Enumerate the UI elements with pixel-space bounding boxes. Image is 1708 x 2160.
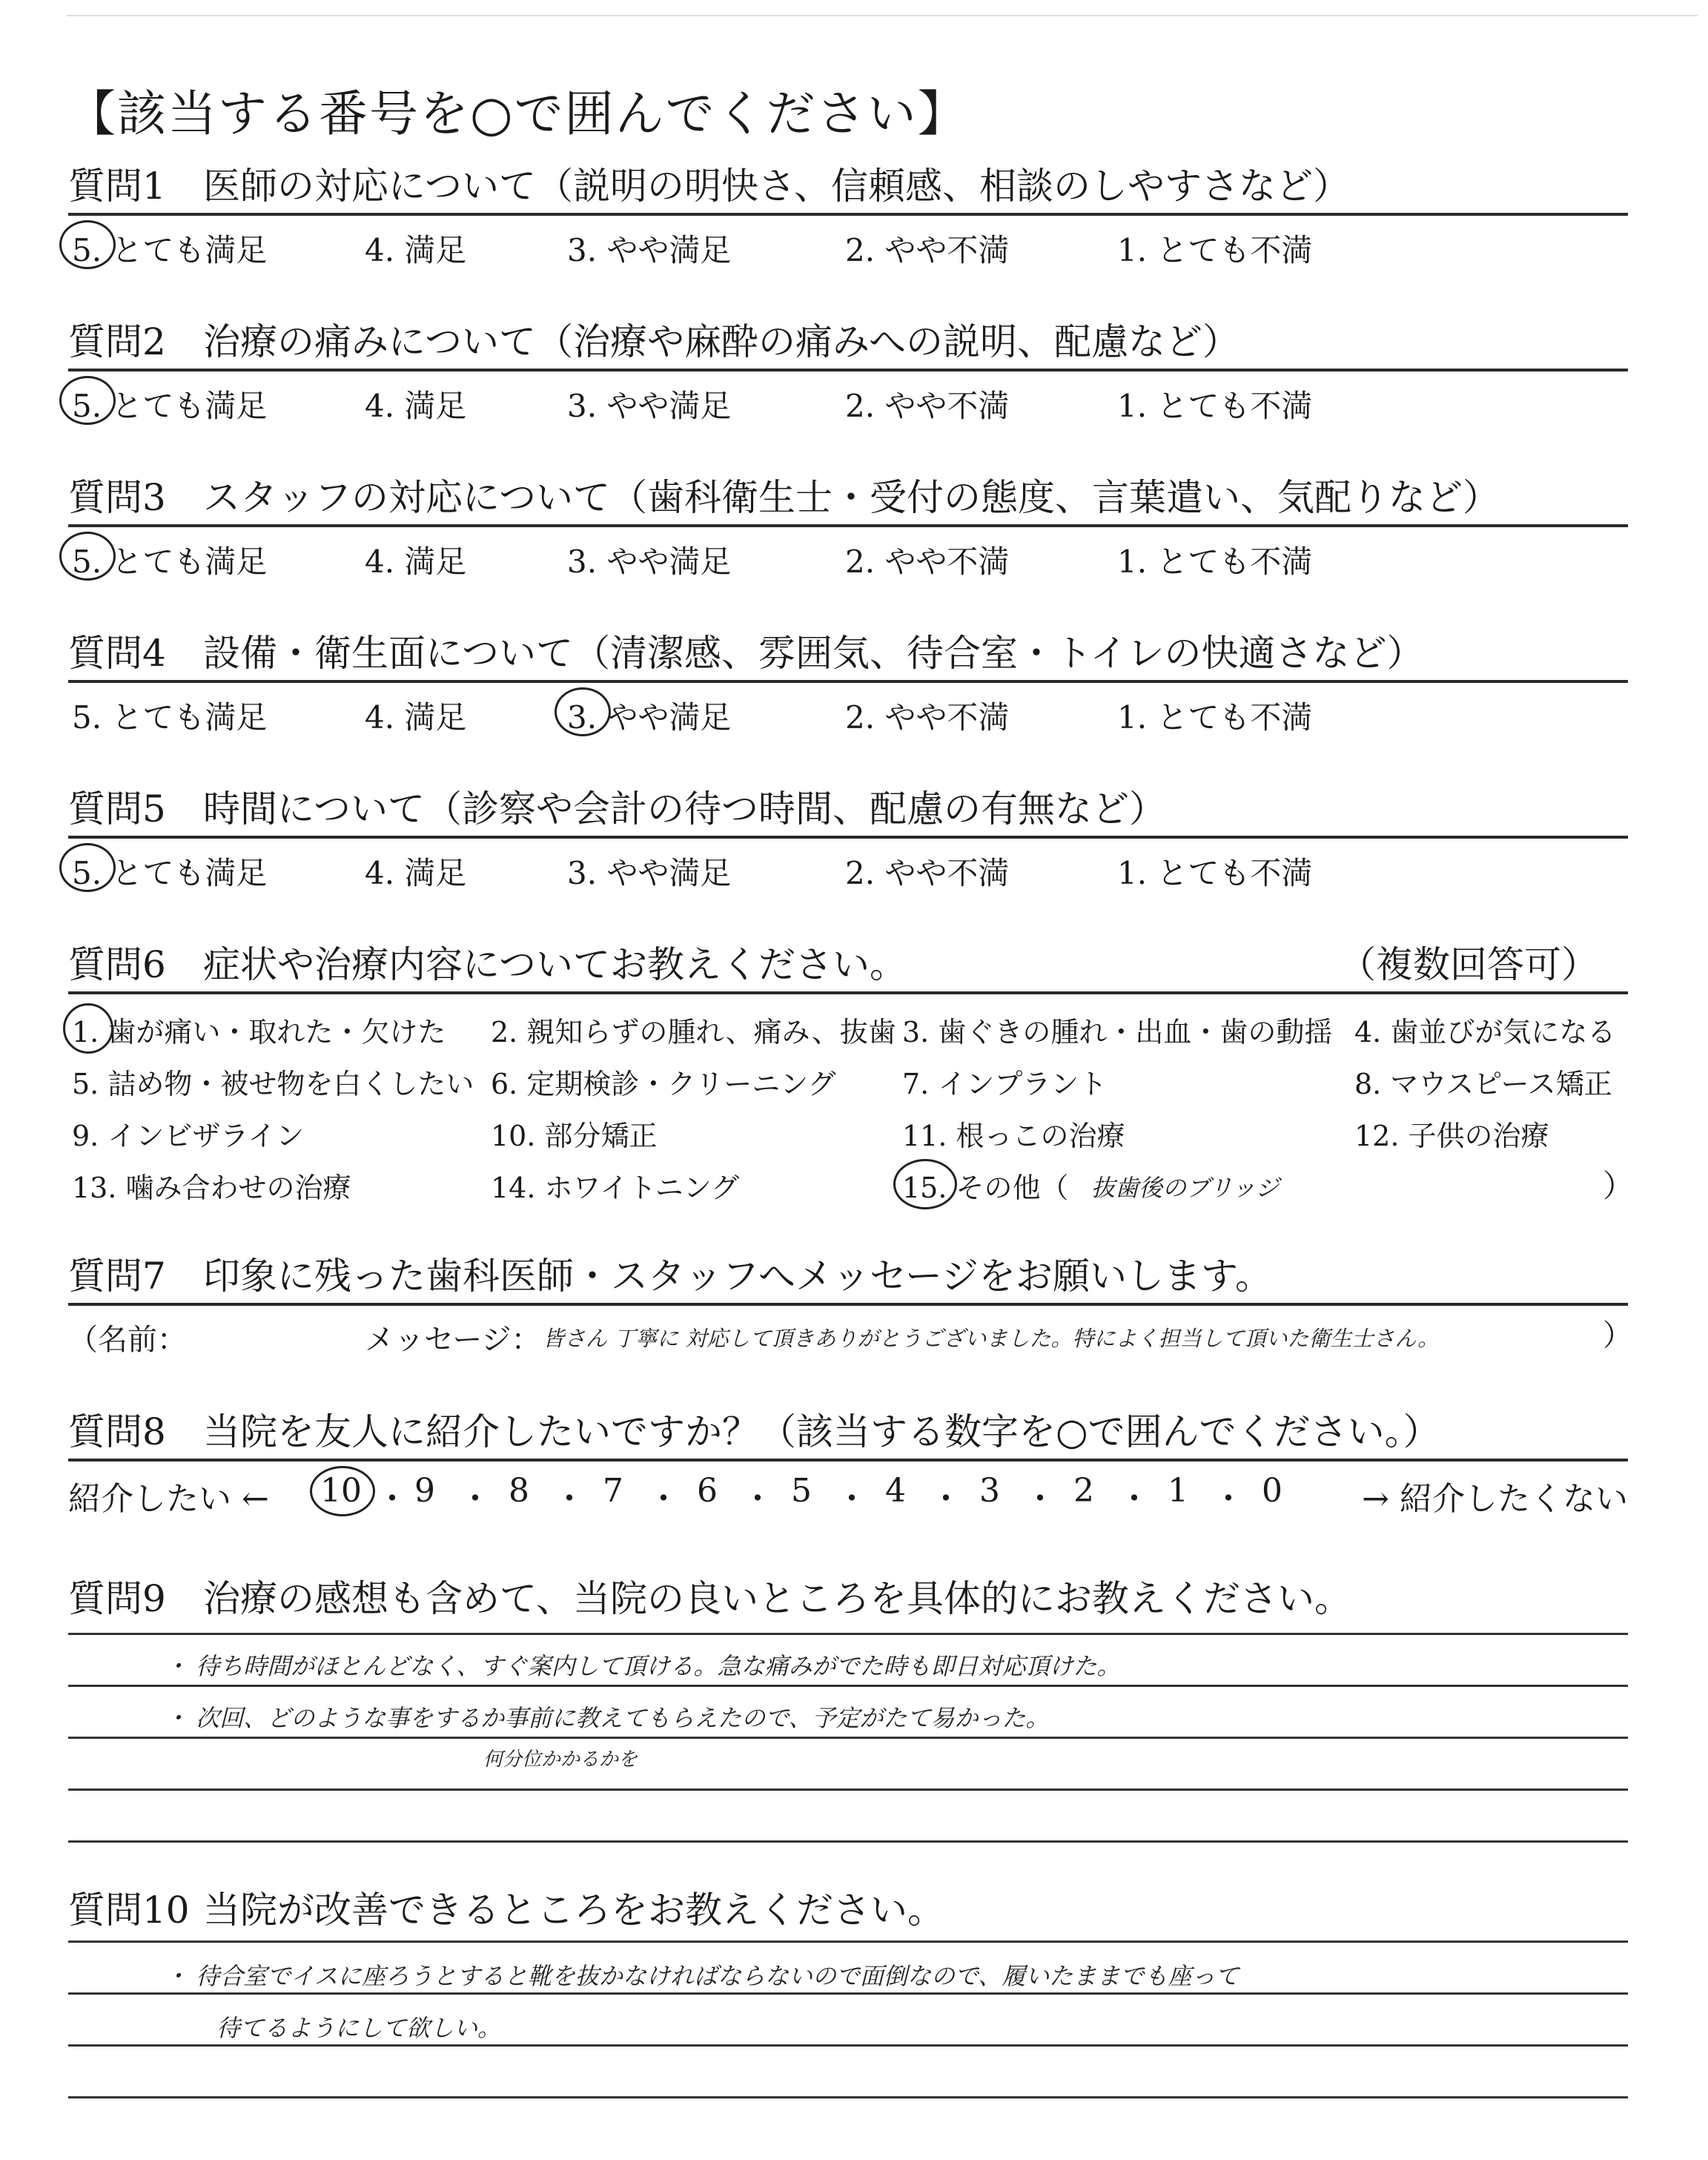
question-4 [68, 627, 1628, 735]
question-number: 質問7 [68, 1255, 166, 1298]
rating-option-1[interactable]: 1. とても不満 [1117, 388, 1313, 424]
rating-option-3[interactable]: 3. やや満足 [567, 855, 732, 891]
recommend-left-label: 紹介したい ← [68, 1480, 269, 1518]
form-header: 【該当する番号を○で囲んでください】 [67, 85, 968, 142]
message-close-paren: ） [1603, 1318, 1632, 1353]
question-number: 質問3 [68, 476, 166, 519]
selected-circle-mark [893, 1159, 957, 1209]
question-number: 質問4 [68, 632, 166, 675]
rating-option-3[interactable]: 3. やや満足 [567, 699, 732, 736]
rating-option-2[interactable]: 2. やや不満 [845, 855, 1010, 891]
rating-option-3[interactable]: 3. やや満足 [567, 388, 732, 424]
rating-option-5[interactable]: 5. とても満足 [72, 388, 268, 424]
symptom-option-5[interactable]: 5. 詰め物・被せ物を白くしたい [72, 1068, 474, 1100]
question-9 [68, 1572, 1628, 1937]
symptom-option-6[interactable]: 6. 定期検診・クリーニング [491, 1068, 836, 1100]
name-label: （名前： [68, 1323, 187, 1357]
symptom-option-8[interactable]: 8. マウスピース矯正 [1354, 1068, 1612, 1100]
question-5 [68, 782, 1628, 891]
question-number: 質問5 [68, 787, 166, 830]
answer-line [68, 2096, 1628, 2098]
scale-separator: ・ [459, 1480, 491, 1518]
question-number: 質問1 [68, 165, 166, 208]
scale-separator: ・ [1212, 1480, 1245, 1518]
rating-option-5[interactable]: 5. とても満足 [72, 544, 268, 580]
rating-option-5[interactable]: 5. とても満足 [72, 232, 268, 268]
scale-value-1[interactable]: 1 [1168, 1472, 1188, 1510]
scale-value-8[interactable]: 8 [509, 1472, 529, 1510]
rating-option-4[interactable]: 4. 満足 [365, 232, 467, 268]
message-handwriting: 皆さん 丁寧に 対応して頂きありがとうございました。特によく担当して頂いた衛生士さん。 [543, 1326, 1440, 1351]
question-title: 医師の対応について（説明の明快さ、信頼感、相談のしやすさなど） [203, 165, 1350, 208]
selected-circle-mark [555, 687, 611, 736]
selected-circle-mark [310, 1466, 375, 1516]
scale-separator: ・ [376, 1480, 408, 1518]
rating-options [68, 527, 1628, 579]
scale-value-10[interactable]: 10 [320, 1472, 362, 1510]
rating-options [68, 371, 1628, 423]
question-6 [68, 938, 1635, 1217]
question-number: 質問10 [68, 1889, 190, 1932]
answer-line [68, 1737, 1628, 1739]
question-number: 質問8 [68, 1410, 166, 1453]
scale-separator: ・ [647, 1480, 680, 1518]
rating-option-5[interactable]: 5. とても満足 [72, 699, 268, 736]
question-2 [68, 315, 1628, 423]
scale-separator: ・ [930, 1480, 962, 1518]
symptom-option-10[interactable]: 10. 部分矯正 [491, 1120, 658, 1152]
other-close-paren: ） [1603, 1168, 1635, 1204]
q6-options-grid [68, 994, 1635, 1217]
selected-circle-mark [59, 220, 116, 269]
rating-option-4[interactable]: 4. 満足 [365, 699, 467, 736]
scale-separator: ・ [553, 1480, 586, 1518]
q10-answer-area [68, 1937, 1628, 2159]
question-1 [68, 159, 1628, 268]
question-number: 質問2 [68, 320, 166, 363]
multiple-answer-note: （複数回答可） [1339, 943, 1598, 986]
answer-line [68, 2044, 1628, 2047]
other-handwriting: 抜歯後のブリッジ [1091, 1174, 1280, 1202]
answer-line [68, 1992, 1628, 1995]
question-title: 印象に残った歯科医師・スタッフへメッセージをお願いします。 [203, 1255, 1272, 1298]
q9-handwriting-line-1: ・ 待ち時間がほとんどなく、すぐ案内して頂ける。急な痛みがでた時も即日対応頂けた。 [165, 1652, 1121, 1680]
question-title: 当院が改善できるところをお教えください。 [203, 1889, 944, 1932]
question-8 [68, 1405, 1628, 1521]
question-title: 当院を友人に紹介したいですか？（該当する数字を○で囲んでください。） [203, 1410, 1440, 1453]
rating-options [68, 216, 1628, 268]
symptom-option-11[interactable]: 11. 根っこの治療 [902, 1120, 1125, 1152]
rating-options [68, 683, 1628, 735]
question-number: 質問6 [68, 943, 166, 986]
scale-value-7[interactable]: 7 [603, 1472, 623, 1510]
q9-handwriting-line-2: ・ 次回、どのような事をするか事前に教えてもらえたので、予定がたて易かった。 [165, 1704, 1050, 1732]
scale-value-5[interactable]: 5 [791, 1472, 812, 1510]
message-label: メッセージ： [365, 1323, 541, 1357]
scale-value-4[interactable]: 4 [885, 1472, 906, 1510]
rating-option-1[interactable]: 1. とても不満 [1117, 699, 1313, 736]
symptom-option-4[interactable]: 4. 歯並びが気になる [1354, 1016, 1616, 1048]
answer-line [68, 1840, 1628, 1843]
rating-option-3[interactable]: 3. やや満足 [567, 544, 732, 580]
question-7 [68, 1249, 1632, 1365]
symptom-option-1[interactable]: 1. 歯が痛い・取れた・欠けた [72, 1016, 446, 1048]
rating-option-1[interactable]: 1. とても不満 [1117, 544, 1313, 580]
scale-value-9[interactable]: 9 [414, 1472, 435, 1510]
selected-circle-mark [59, 532, 116, 581]
scale-separator: ・ [1118, 1480, 1151, 1518]
question-title: 設備・衛生面について（清潔感、雰囲気、待合室・トイレの快適さなど） [203, 632, 1424, 675]
answer-line [68, 1789, 1628, 1791]
answer-line [68, 1941, 1628, 1943]
scale-value-0[interactable]: 0 [1262, 1472, 1282, 1510]
scale-value-6[interactable]: 6 [697, 1472, 718, 1510]
symptom-option-15[interactable]: 15. その他（ [902, 1172, 1069, 1204]
rating-option-5[interactable]: 5. とても満足 [72, 855, 268, 891]
rating-option-1[interactable]: 1. とても不満 [1117, 232, 1313, 268]
scale-value-2[interactable]: 2 [1073, 1472, 1094, 1510]
rating-option-3[interactable]: 3. やや満足 [567, 232, 732, 268]
q10-handwriting-line-2: 待てるようにして欲しい。 [216, 2014, 502, 2042]
scale-value-3[interactable]: 3 [979, 1472, 1000, 1510]
rating-option-4[interactable]: 4. 満足 [365, 388, 467, 424]
question-title: 治療の痛みについて（治療や麻酔の痛みへの説明、配慮など） [203, 320, 1239, 363]
scale-separator: ・ [1024, 1480, 1056, 1518]
symptom-option-13[interactable]: 13. 噛み合わせの治療 [72, 1172, 351, 1204]
answer-line [68, 1685, 1628, 1687]
recommend-right-label: → 紹介したくない [1362, 1480, 1628, 1518]
symptom-option-2[interactable]: 2. 親知らずの腫れ、痛み、抜歯 [491, 1016, 896, 1048]
scale-separator: ・ [741, 1480, 774, 1518]
question-number: 質問9 [68, 1577, 166, 1620]
q10-handwriting-line-1: ・ 待合室でイスに座ろうとすると靴を抜かなければならないので面倒なので、履いたままでも座って [165, 1962, 1239, 1990]
rating-option-2[interactable]: 2. やや不満 [845, 232, 1010, 268]
rating-option-2[interactable]: 2. やや不満 [845, 699, 1010, 736]
question-title: 時間について（診察や会計の待つ時間、配慮の有無など） [203, 787, 1166, 830]
rating-option-4[interactable]: 4. 満足 [365, 544, 467, 580]
question-title: スタッフの対応について（歯科衛生士・受付の態度、言葉遣い、気配りなど） [203, 476, 1500, 519]
selected-circle-mark [59, 376, 116, 425]
question-10 [68, 1883, 1628, 2159]
rating-option-4[interactable]: 4. 満足 [365, 855, 467, 891]
answer-line [68, 1633, 1628, 1635]
question-title: 治療の感想も含めて、当院の良いところを具体的にお教えください。 [203, 1577, 1351, 1620]
rating-option-2[interactable]: 2. やや不満 [845, 388, 1010, 424]
question-3 [68, 471, 1628, 579]
selected-circle-mark [59, 843, 116, 892]
scale-separator: ・ [835, 1480, 868, 1518]
rating-option-2[interactable]: 2. やや不満 [845, 544, 1010, 580]
selected-circle-mark [63, 1003, 113, 1054]
q9-insert-note: 何分位かかるかを [483, 1748, 638, 1771]
rating-options [68, 839, 1628, 891]
recommend-scale [68, 1462, 1628, 1521]
symptom-option-3[interactable]: 3. 歯ぐきの腫れ・出血・歯の動揺 [902, 1016, 1333, 1048]
symptom-option-7[interactable]: 7. インプラント [902, 1068, 1108, 1100]
rating-option-1[interactable]: 1. とても不満 [1117, 855, 1313, 891]
symptom-option-14[interactable]: 14. ホワイトニング [491, 1172, 740, 1204]
question-title: 症状や治療内容についてお教えください。 [203, 943, 907, 986]
symptom-option-9[interactable]: 9. インビザライン [72, 1120, 305, 1152]
symptom-option-12[interactable]: 12. 子供の治療 [1354, 1120, 1549, 1152]
top-edge-line [67, 15, 1698, 16]
